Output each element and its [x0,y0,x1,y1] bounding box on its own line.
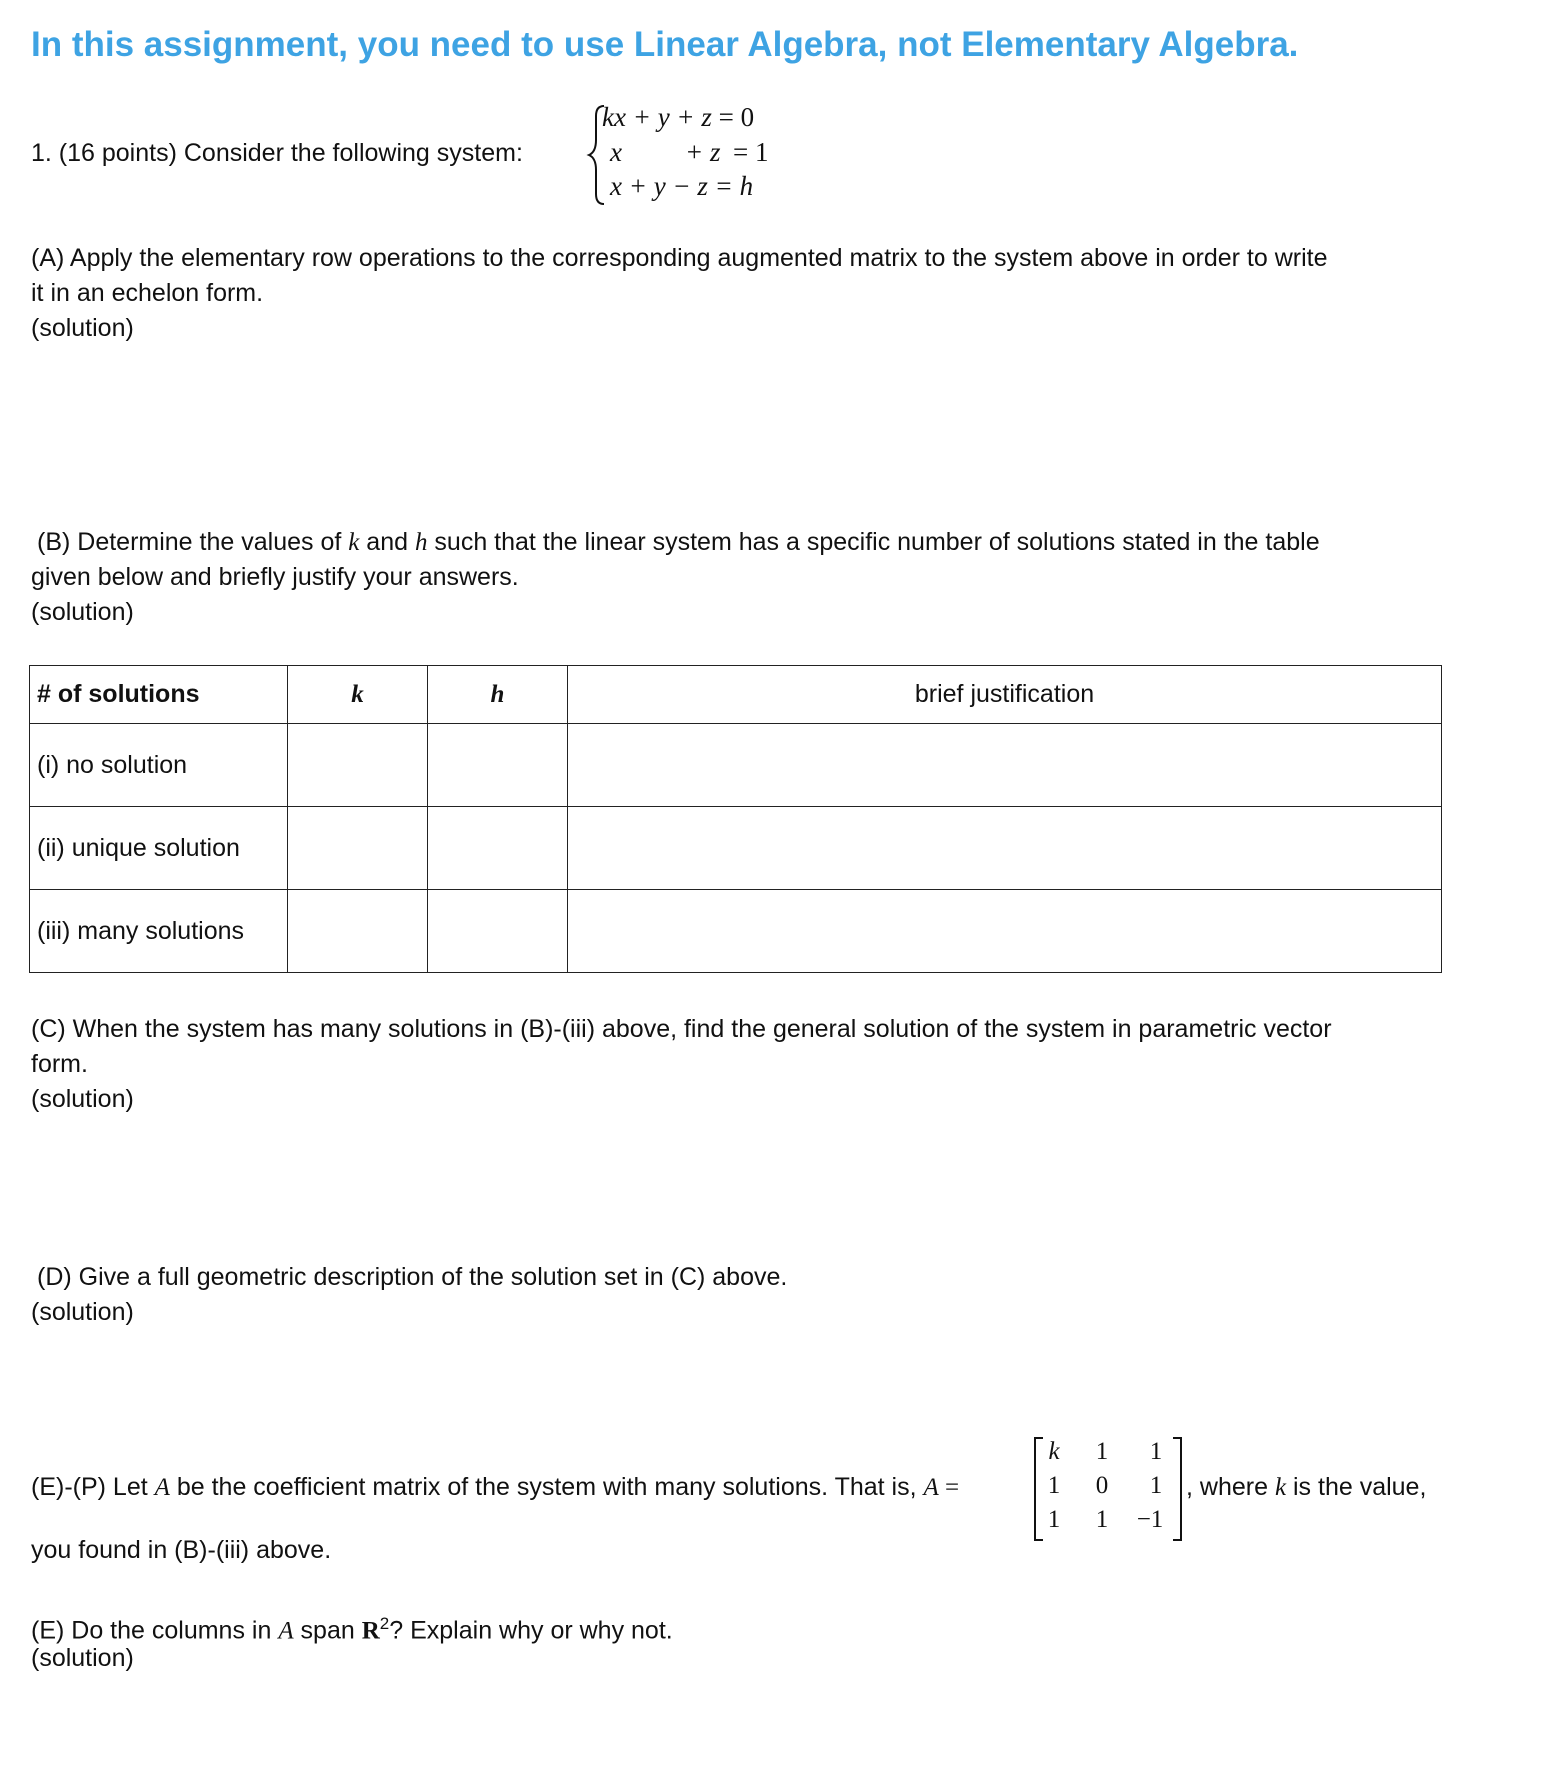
row-label-many-solutions: (iii) many solutions [30,890,288,973]
row-label-unique-solution: (ii) unique solution [30,807,288,890]
part-e-span: span [293,1616,362,1645]
equation-1-right: = 0 [718,102,755,132]
equation-2 [610,137,769,167]
header-k: k [288,666,428,724]
part-ep-after-suffix: is the value, [1286,1473,1427,1501]
part-ep-middle: be the coefficient matrix of the system with many solutions. That is, [169,1473,924,1501]
part-e-solution: (solution) [31,1644,134,1672]
table-row [30,890,1442,973]
part-e-suffix: ? Explain why or why not. [389,1616,673,1645]
row-label-no-solution: (i) no solution [30,724,288,807]
equation-1-left: kx + y + z [602,102,712,132]
part-d-line1: (D) Give a full geometric description of the solution set in (C) above. [37,1263,788,1291]
table-row [30,724,1442,807]
cell-justification-empty[interactable] [568,807,1442,890]
equation-3-left: x + y − z [610,171,708,201]
coefficient-matrix [1034,1437,1182,1541]
equation-1 [602,102,754,132]
part-b-prefix: (B) Determine the values of [37,528,349,556]
part-b-suffix: such that the linear system has a specific number of solutions stated in the table [427,528,1320,556]
question-intro: 1. (16 points) Consider the following system: [31,139,523,167]
equation-2-left: x [610,137,622,167]
var-h: h [414,529,428,556]
assignment-banner: In this assignment, you need to use Linear Algebra, not Elementary Algebra. [31,25,1299,64]
equation-2-right: = 1 [733,137,769,167]
part-ep-after-prefix: , where [1186,1473,1275,1501]
cell-justification-empty[interactable] [568,724,1442,807]
cell-k-empty[interactable] [288,724,428,807]
table-header-row [30,666,1442,724]
part-d-solution: (solution) [31,1298,134,1326]
part-c-line2: form. [31,1050,88,1078]
real-numbers-symbol: R [361,1617,380,1645]
equation-2-middle: + z [685,137,721,167]
part-ep-line2: you found in (B)-(iii) above. [31,1536,332,1564]
cell-h-empty[interactable] [428,807,568,890]
part-b-solution: (solution) [31,598,134,626]
header-num-solutions: # of solutions [30,666,288,724]
matrix-cell: 1 [1047,1472,1061,1499]
part-ep-prefix: (E)-(P) Let [31,1473,155,1501]
cell-k-empty[interactable] [288,890,428,973]
part-c-line1: (C) When the system has many solutions in (B)-(iii) above, find the general solution of the system in parametric vector [31,1015,1332,1043]
part-e-prefix: (E) Do the columns in [31,1616,279,1645]
part-b-and: and [359,528,415,556]
equals-sign: = [938,1474,960,1501]
cell-h-empty[interactable] [428,724,568,807]
matrix-cell: k [1048,1438,1060,1465]
equation-system [586,100,806,210]
matrix-cell: −1 [1136,1506,1164,1533]
var-k: k [348,529,360,556]
header-h: h [428,666,568,724]
table-row [30,807,1442,890]
var-a: A [923,1474,939,1501]
part-a-line2: it in an echelon form. [31,279,264,307]
equation-3-right: = h [714,171,754,201]
part-a-solution: (solution) [31,314,134,342]
part-b-line1 [37,525,1320,560]
matrix-cell: 1 [1149,1438,1163,1465]
matrix-cell: 1 [1149,1472,1163,1499]
part-ep-after [1186,1470,1426,1505]
cell-justification-empty[interactable] [568,890,1442,973]
matrix-cell: 1 [1047,1506,1061,1533]
matrix-cell: 1 [1095,1438,1109,1465]
header-justification: brief justification [568,666,1442,724]
solutions-table [29,665,1442,973]
part-a-line1: (A) Apply the elementary row operations to the corresponding augmented matrix to the system above in order to write [31,244,1328,272]
matrix-cell: 0 [1095,1472,1109,1499]
part-ep-line1 [31,1470,959,1505]
part-b-line2: given below and briefly justify your answers. [31,563,519,591]
part-c-solution: (solution) [31,1085,134,1113]
var-k: k [1274,1474,1287,1501]
var-a: A [278,1617,294,1645]
cell-h-empty[interactable] [428,890,568,973]
equation-3 [610,171,753,201]
var-a: A [154,1474,170,1501]
exponent: 2 [379,1614,390,1633]
cell-k-empty[interactable] [288,807,428,890]
matrix-cell: 1 [1095,1506,1109,1533]
